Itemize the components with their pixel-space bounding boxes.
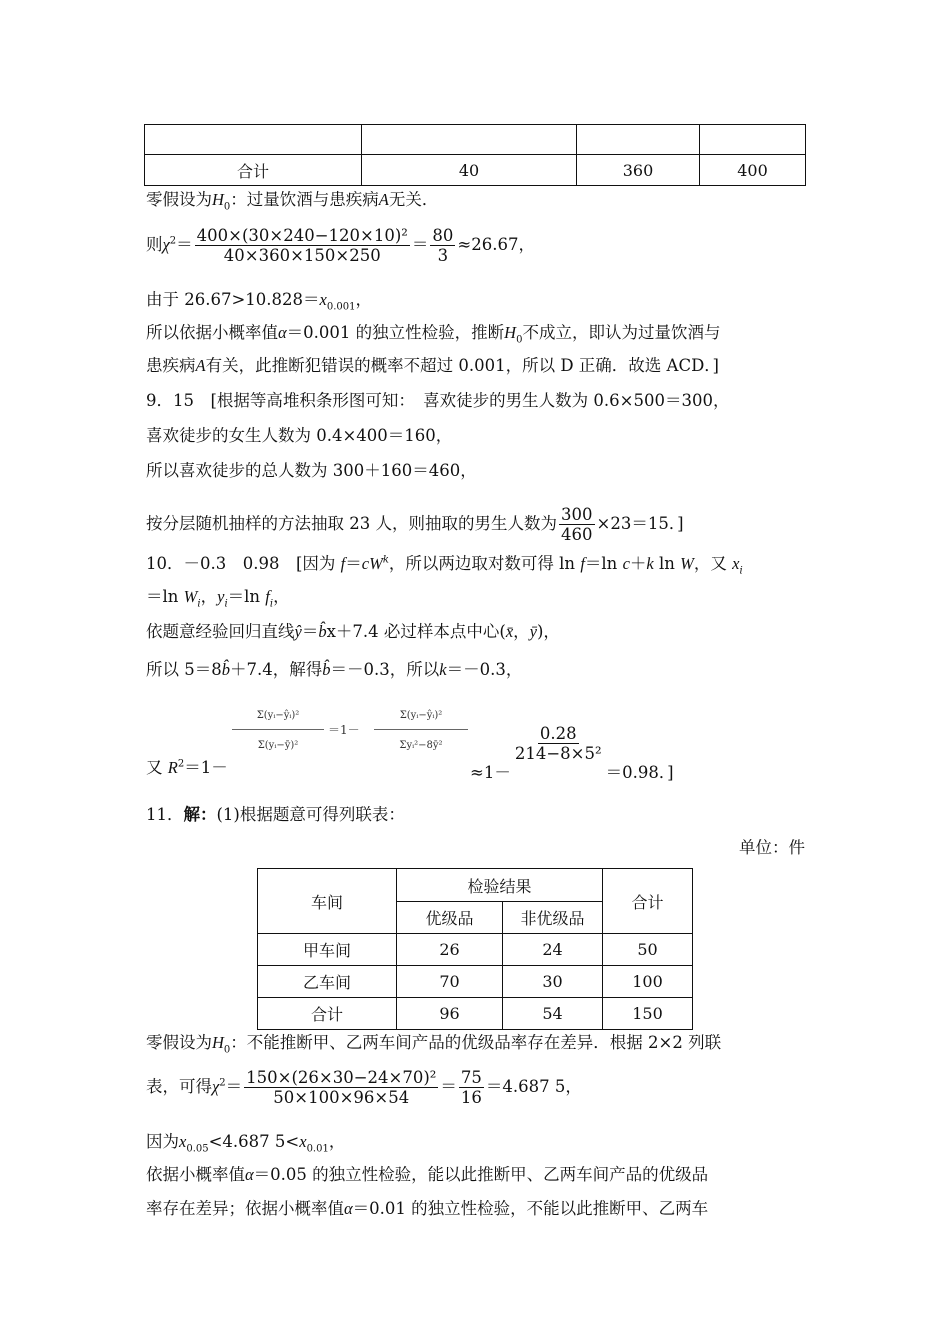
formula-denominator: Σyᵢ²−8ȳ² bbox=[399, 740, 443, 751]
table-cell bbox=[362, 125, 577, 155]
p9-line-4: 按分层随机抽样的方法抽取 23 人，则抽取的男生人数为 $\frac{300}{460}$ ×23＝15．] bbox=[146, 505, 684, 544]
table-cell: 40 bbox=[362, 155, 577, 186]
p10-r2-prefix: 又 $R^2=1-$ bbox=[146, 758, 228, 777]
p11-because: 因为$x_{0.05}<4.687$ $5<x_{0.01}$， bbox=[146, 1132, 346, 1155]
header-non-excellent: 非优级品 bbox=[503, 902, 603, 934]
header-result: 检验结果 bbox=[397, 869, 603, 902]
formula-denominator: Σ(yᵢ−ȳ)² bbox=[257, 740, 299, 751]
table-cell: 26 bbox=[397, 934, 503, 966]
p10-line-1: 10．－0.3 0.98 [因为 $f=cW^k$，所以两边取对数可得 ln f＝ln c＋k ln W，又 $x_i$ bbox=[146, 554, 743, 577]
p11-last-2: 率存在差异；依据小概率值α＝0.01 的独立性检验，不能以此推断甲、乙两车 bbox=[146, 1199, 709, 1218]
p8-conclusion-2: 患疾病A有关，此推断犯错误的概率不超过 0.001，所以 D 正确．故选 ACD．] bbox=[146, 356, 719, 375]
p10-line-2: ＝ln $W_i$，$y_i=\ln$ $f_i$， bbox=[146, 587, 290, 610]
table-cell: 150 bbox=[603, 998, 693, 1030]
table-cell: 24 bbox=[503, 934, 603, 966]
table-cell: 甲车间 bbox=[258, 934, 397, 966]
table-cell: 400 bbox=[700, 155, 806, 186]
p9-line-1: 9．15 [根据等高堆积条形图可知： 喜欢徒步的男生人数为 0.6×500＝300， bbox=[146, 391, 730, 410]
p8-chi-square: 则$\chi^2=$ $\frac{\text{400×(30×240−120×10)²}}{40\times 360\times 150\times 250}$ ＝ $\frac{80}{3}$ ≈26.67， bbox=[146, 226, 535, 265]
p11-chi-square: 表，可得$\chi^2=$ $\frac{\text{150×(26×30−24×70)²}}{50\times 100\times 96\times 54}$ ＝ $\frac{75}{16}$ ＝4.687 5， bbox=[146, 1068, 582, 1107]
table-cell: 合计 bbox=[145, 155, 362, 186]
table-row bbox=[258, 934, 693, 966]
formula-numerator: Σ(yᵢ−ŷᵢ)² bbox=[374, 703, 468, 730]
p9-line-2: 喜欢徒步的女生人数为 0.4×400＝160， bbox=[146, 426, 453, 445]
p8-conclusion-1: 所以依据小概率值α＝0.001 的独立性检验，推断$H_0$不成立，即认为过量饮酒与 bbox=[146, 323, 721, 346]
p11-heading: 11．解：(1)根据题意可得列联表： bbox=[146, 805, 405, 824]
header-workshop: 车间 bbox=[258, 869, 397, 934]
top-table bbox=[144, 124, 806, 186]
table-cell: 54 bbox=[503, 998, 603, 1030]
table-row bbox=[258, 998, 693, 1030]
p8-h0: 零假设为$H_0$：过量饮酒与患疾病A无关． bbox=[146, 190, 439, 213]
p10-line-4: 所以 5＝8b̂＋7.4，解得b̂＝－0.3，所以k＝－0.3， bbox=[146, 660, 523, 679]
p10-r2-result: ≈1－ $\frac{0.28}{\text{214−8×5²}}$ ＝0.98．] bbox=[470, 724, 674, 782]
unit-label: 单位：件 bbox=[739, 838, 805, 857]
table-cell: 360 bbox=[577, 155, 700, 186]
table-cell: 96 bbox=[397, 998, 503, 1030]
r2-formula-image bbox=[232, 703, 472, 769]
table-cell: 30 bbox=[503, 966, 603, 998]
header-total: 合计 bbox=[603, 869, 693, 934]
header-excellent: 优级品 bbox=[397, 902, 503, 934]
table-cell: 100 bbox=[603, 966, 693, 998]
table-cell: 50 bbox=[603, 934, 693, 966]
table-row bbox=[258, 966, 693, 998]
table-cell: 合计 bbox=[258, 998, 397, 1030]
formula-operator: ＝1－ bbox=[328, 723, 360, 737]
table-cell bbox=[700, 125, 806, 155]
table-cell bbox=[145, 125, 362, 155]
formula-numerator: Σ(yᵢ−ŷᵢ)² bbox=[232, 703, 324, 730]
p11-h0: 零假设为$H_0$：不能推断甲、乙两车间产品的优级品率存在差异．根据 2×2 列联 bbox=[146, 1033, 722, 1056]
table-cell bbox=[577, 125, 700, 155]
table-cell: 乙车间 bbox=[258, 966, 397, 998]
contingency-table bbox=[257, 868, 693, 1030]
table-cell: 70 bbox=[397, 966, 503, 998]
p10-line-3: 依题意经验回归直线ŷ＝b̂x＋7.4 必过样本点中心(x̄，ȳ)， bbox=[146, 622, 560, 641]
p8-since: 由于 $26.67>10.828=x_{0.001}$， bbox=[146, 290, 373, 313]
p11-last-1: 依据小概率值α＝0.05 的独立性检验，能以此推断甲、乙两车间产品的优级品 bbox=[146, 1165, 709, 1184]
p9-line-3: 所以喜欢徒步的总人数为 300＋160＝460， bbox=[146, 461, 477, 480]
